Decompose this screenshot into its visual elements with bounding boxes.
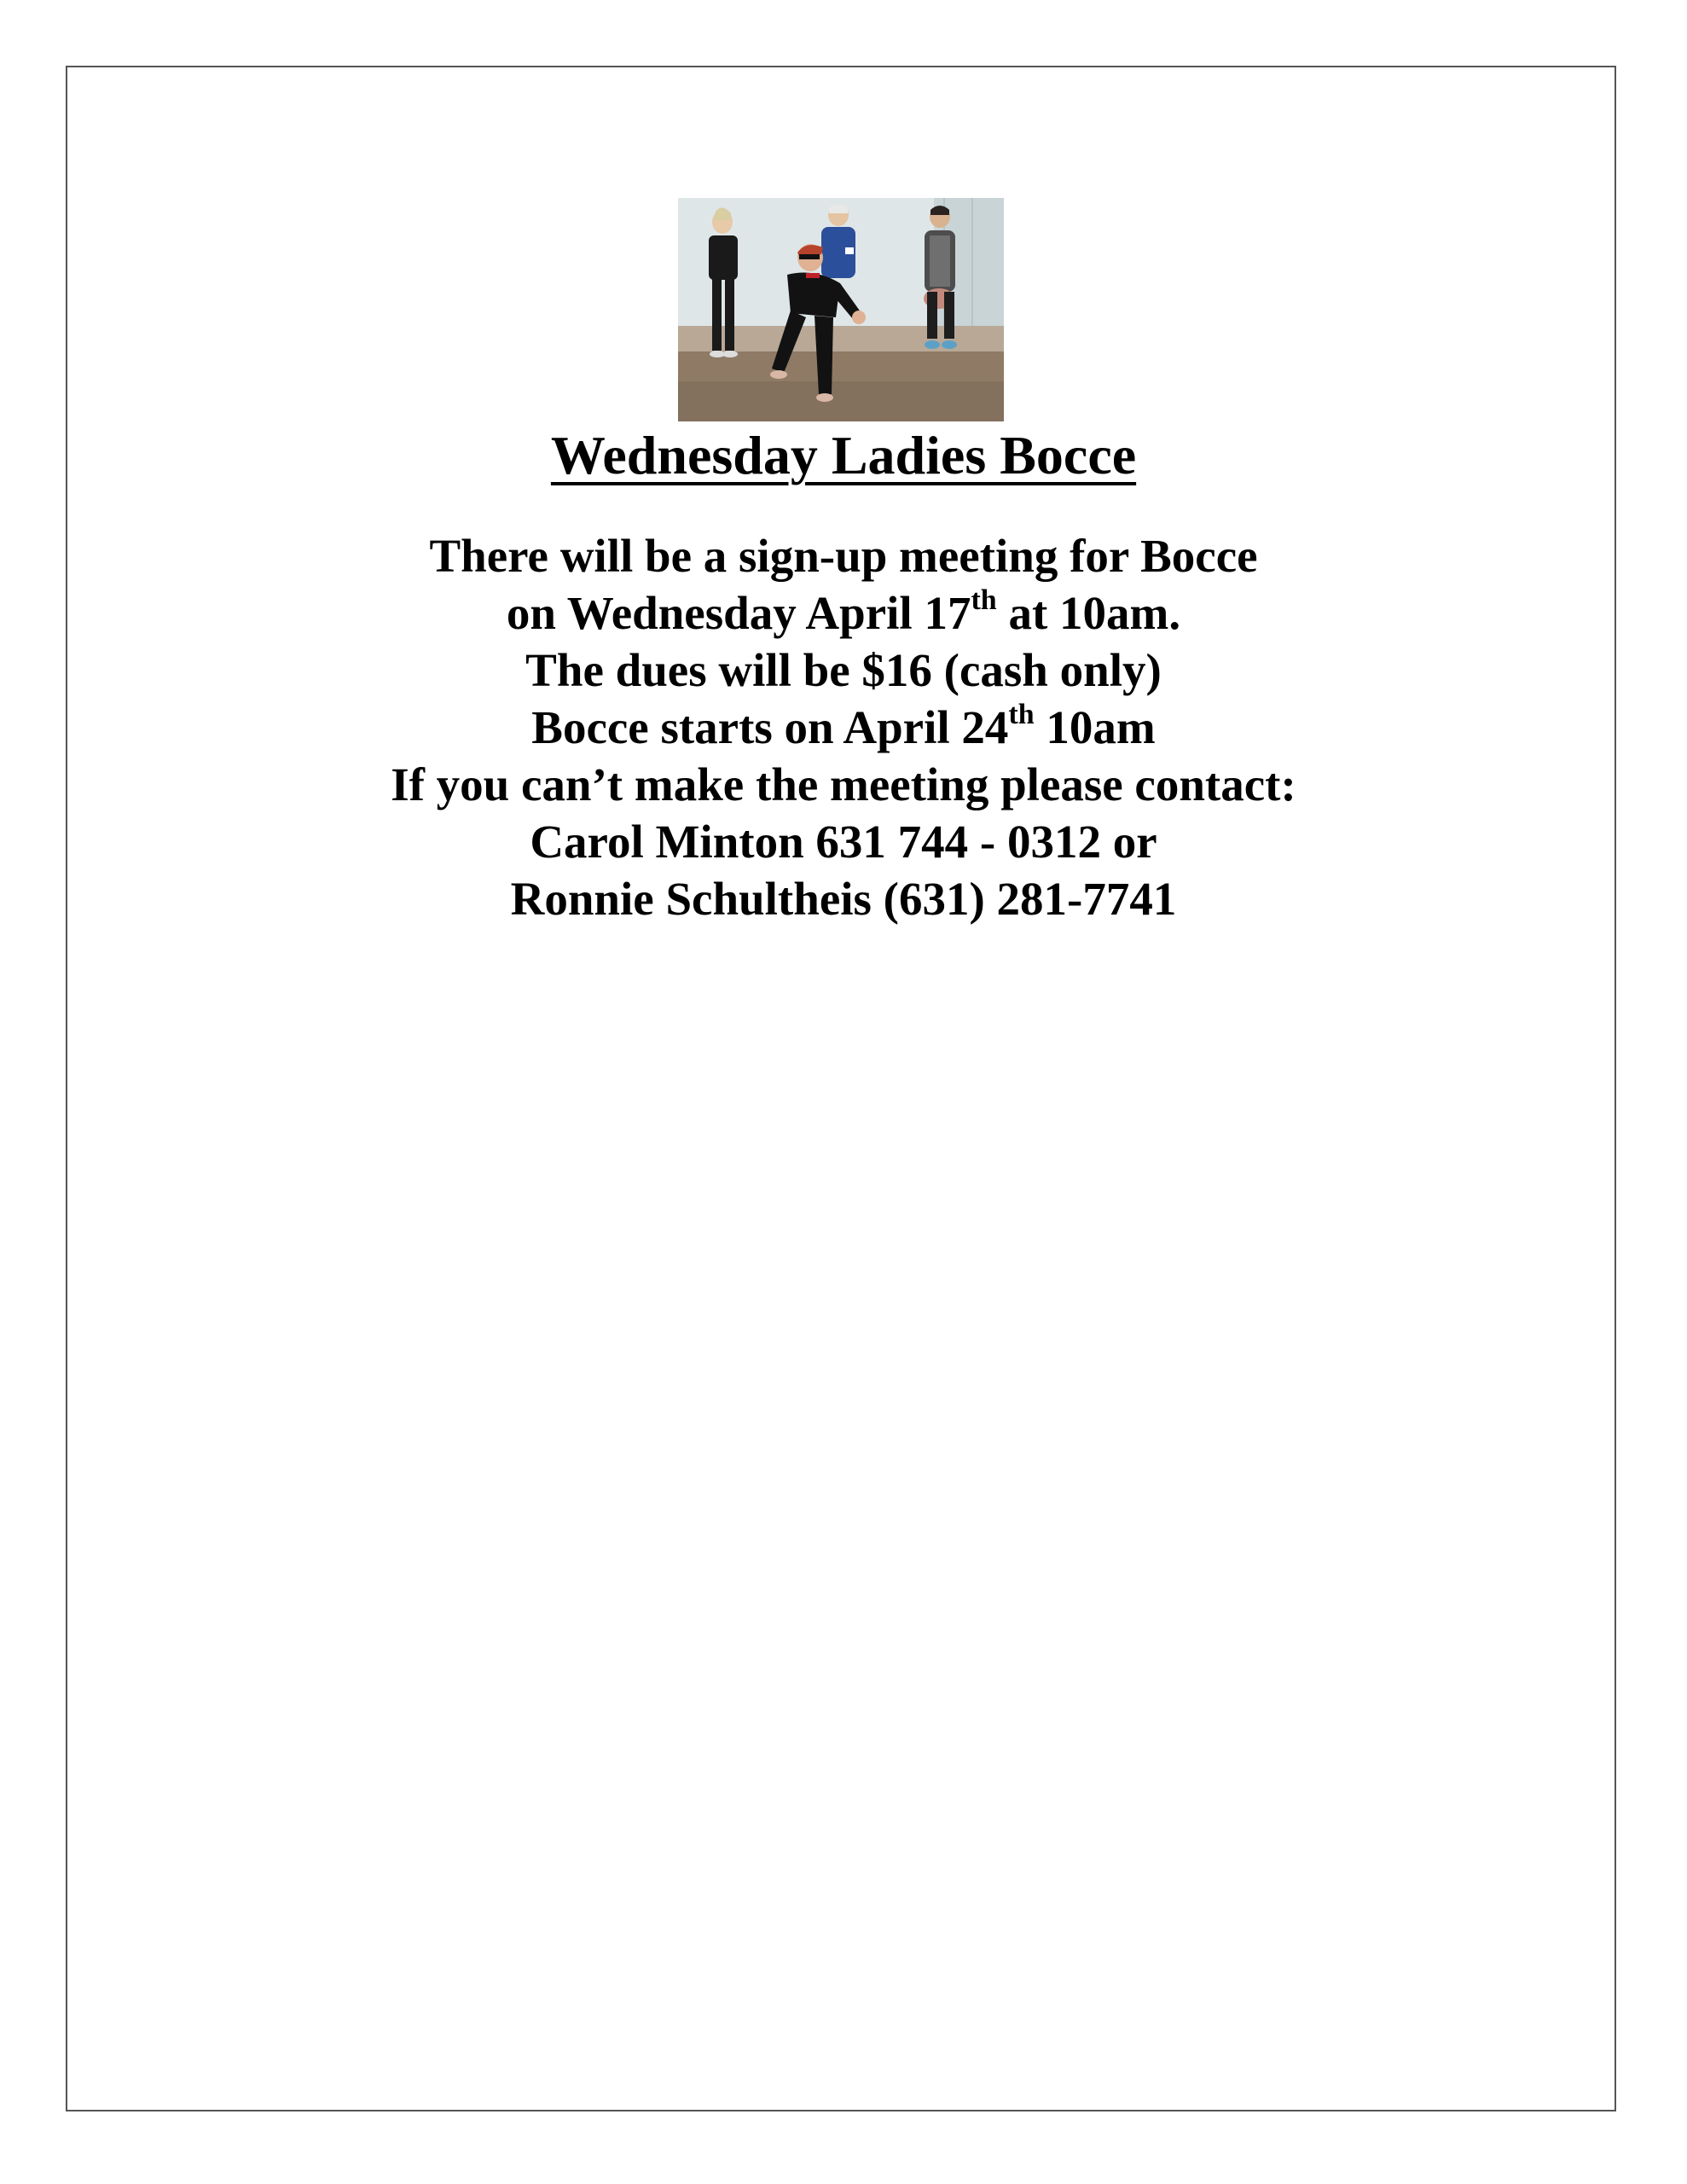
contact-line-carol: Carol Minton 631 744 - 0312 or [530, 816, 1157, 868]
dues-line: The dues will be $16 (cash only) [525, 644, 1162, 696]
ordinal-suffix: th [971, 584, 997, 616]
announcement-text [0, 527, 1687, 927]
bocce-players-photo [678, 198, 1004, 421]
start-time-text: 10am [1034, 701, 1156, 753]
start-date-text: Bocce starts on April 24 [531, 701, 1009, 753]
contact-line-ronnie: Ronnie Schultheis (631) 281-7741 [510, 873, 1177, 925]
meeting-time-text: at 10am. [996, 587, 1181, 639]
announcement-line: There will be a sign-up meeting for Bocce [429, 530, 1258, 582]
meeting-date-line [0, 584, 1687, 642]
start-date-line [0, 699, 1687, 756]
meeting-date-text: on Wednesday April 17 [506, 587, 971, 639]
ordinal-suffix: th [1008, 698, 1035, 730]
page-title: Wednesday Ladies Bocce [550, 425, 1137, 485]
contact-instructions-line: If you can’t make the meeting please contact: [391, 758, 1296, 810]
